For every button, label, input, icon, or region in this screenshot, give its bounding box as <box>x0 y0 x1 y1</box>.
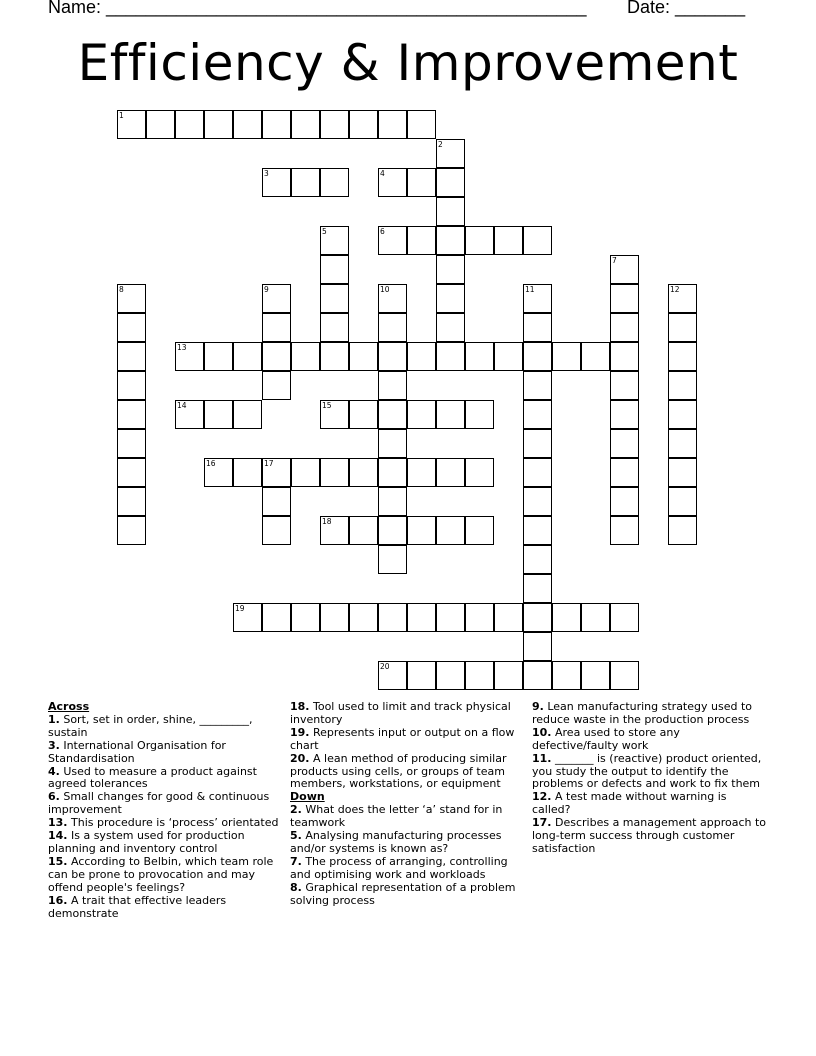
grid-cell[interactable] <box>494 226 523 255</box>
grid-cell[interactable] <box>523 574 552 603</box>
grid-cell[interactable] <box>668 487 697 516</box>
clue-item-number: 20. <box>290 751 310 765</box>
clue-item-number: 16. <box>48 893 68 907</box>
clue-number: 2 <box>438 140 443 149</box>
grid-cell[interactable] <box>378 110 407 139</box>
grid-cell[interactable] <box>523 603 552 632</box>
grid-cell[interactable] <box>175 110 204 139</box>
clue-item <box>532 727 768 753</box>
grid-cell[interactable] <box>378 458 407 487</box>
clue-item-number: 8. <box>290 880 302 894</box>
grid-cell[interactable] <box>378 545 407 574</box>
grid-cell[interactable] <box>291 168 320 197</box>
grid-cell[interactable] <box>262 313 291 342</box>
grid-cell[interactable] <box>436 458 465 487</box>
grid-cell[interactable] <box>668 516 697 545</box>
grid-cell[interactable] <box>378 371 407 400</box>
grid-cell[interactable] <box>552 603 581 632</box>
clue-item-text: Tool used to limit and track physical inventory <box>290 700 511 726</box>
clue-item-number: 13. <box>48 816 68 830</box>
grid-cell[interactable] <box>320 168 349 197</box>
grid-cell[interactable] <box>349 400 378 429</box>
grid-cell[interactable] <box>523 632 552 661</box>
clue-item <box>48 830 284 856</box>
clue-item-number: 4. <box>48 764 60 778</box>
grid-cell[interactable] <box>436 603 465 632</box>
grid-cell[interactable] <box>291 342 320 371</box>
grid-cell[interactable] <box>378 400 407 429</box>
clue-item-text: _______ is (reactive) product oriented, you study the output to identify the problems or defects and work to fix them <box>532 751 762 791</box>
grid-cell[interactable] <box>349 458 378 487</box>
grid-cell[interactable] <box>233 110 262 139</box>
grid-cell[interactable] <box>436 661 465 690</box>
grid-cell[interactable] <box>349 342 378 371</box>
clue-item-text: Is a system used for production planning and inventory control <box>48 829 245 855</box>
grid-cell[interactable] <box>262 603 291 632</box>
clue-item <box>532 753 768 792</box>
grid-cell[interactable] <box>262 110 291 139</box>
grid-cell[interactable] <box>291 603 320 632</box>
clue-item-number: 1. <box>48 712 60 726</box>
grid-cell[interactable] <box>610 400 639 429</box>
grid-cell[interactable] <box>378 284 407 313</box>
clue-item-number: 6. <box>48 790 60 804</box>
clue-item <box>290 856 526 882</box>
clue-item-number: 2. <box>290 803 302 817</box>
grid-cell[interactable] <box>378 168 407 197</box>
clue-item-text: Sort, set in order, shine, _________, sustain <box>48 712 253 739</box>
grid-cell[interactable] <box>436 313 465 342</box>
clue-column-1 <box>48 701 284 920</box>
clue-item-number: 9. <box>532 700 544 713</box>
grid-cell[interactable] <box>610 603 639 632</box>
grid-cell[interactable] <box>407 458 436 487</box>
grid-cell[interactable] <box>436 139 465 168</box>
grid-cell[interactable] <box>320 110 349 139</box>
clue-item <box>290 701 526 727</box>
grid-cell[interactable] <box>523 313 552 342</box>
grid-cell[interactable] <box>610 284 639 313</box>
clue-number: 5 <box>322 227 327 236</box>
grid-cell[interactable] <box>552 342 581 371</box>
grid-cell[interactable] <box>378 313 407 342</box>
grid-cell[interactable] <box>610 255 639 284</box>
grid-cell[interactable] <box>436 516 465 545</box>
grid-cell[interactable] <box>494 661 523 690</box>
grid-cell[interactable] <box>117 284 146 313</box>
grid-cell[interactable] <box>320 313 349 342</box>
grid-cell[interactable] <box>291 110 320 139</box>
grid-cell[interactable] <box>436 284 465 313</box>
grid-cell[interactable] <box>523 342 552 371</box>
grid-cell[interactable] <box>552 661 581 690</box>
grid-cell[interactable] <box>668 371 697 400</box>
clue-item <box>48 714 284 740</box>
grid-cell[interactable] <box>320 516 349 545</box>
grid-cell[interactable] <box>581 342 610 371</box>
clue-number: 9 <box>264 285 269 294</box>
grid-cell[interactable] <box>291 458 320 487</box>
grid-cell[interactable] <box>610 458 639 487</box>
grid-cell[interactable] <box>117 371 146 400</box>
grid-cell[interactable] <box>320 603 349 632</box>
grid-cell[interactable] <box>204 400 233 429</box>
grid-cell[interactable] <box>262 284 291 313</box>
grid-cell[interactable] <box>233 458 262 487</box>
grid-cell[interactable] <box>378 516 407 545</box>
grid-cell[interactable] <box>494 603 523 632</box>
grid-cell[interactable] <box>407 661 436 690</box>
clue-number: 14 <box>177 401 187 410</box>
grid-cell[interactable] <box>146 110 175 139</box>
grid-cell[interactable] <box>465 661 494 690</box>
grid-cell[interactable] <box>407 168 436 197</box>
clue-item-text: This procedure is ‘process’ orientated <box>67 816 279 830</box>
grid-cell[interactable] <box>262 487 291 516</box>
grid-cell[interactable] <box>407 400 436 429</box>
grid-cell[interactable] <box>407 342 436 371</box>
grid-cell[interactable] <box>378 661 407 690</box>
grid-cell[interactable] <box>320 255 349 284</box>
grid-cell[interactable] <box>233 342 262 371</box>
clue-number: 4 <box>380 169 385 178</box>
grid-cell[interactable] <box>117 110 146 139</box>
grid-cell[interactable] <box>117 313 146 342</box>
grid-cell[interactable] <box>204 458 233 487</box>
grid-cell[interactable] <box>407 603 436 632</box>
clue-item-text: Used to measure a product against agreed tolerances <box>48 764 257 791</box>
grid-cell[interactable] <box>668 284 697 313</box>
clue-item-number: 10. <box>532 725 552 739</box>
across-clues-list <box>48 714 284 921</box>
clue-number: 13 <box>177 343 187 352</box>
grid-cell[interactable] <box>117 429 146 458</box>
grid-cell[interactable] <box>523 429 552 458</box>
clue-item-text: Represents input or output on a flow chart <box>290 725 515 752</box>
grid-cell[interactable] <box>465 400 494 429</box>
clue-item-number: 14. <box>48 829 68 843</box>
grid-cell[interactable] <box>262 458 291 487</box>
name-field[interactable]: Name: ________________________________________________ <box>48 0 587 17</box>
grid-cell[interactable] <box>204 110 233 139</box>
grid-cell[interactable] <box>668 400 697 429</box>
clue-item <box>290 753 526 792</box>
clue-number: 20 <box>380 662 390 671</box>
grid-cell[interactable] <box>523 458 552 487</box>
grid-cell[interactable] <box>378 487 407 516</box>
grid-cell[interactable] <box>668 313 697 342</box>
clue-number: 3 <box>264 169 269 178</box>
clue-number: 12 <box>670 285 680 294</box>
clue-item-number: 5. <box>290 829 302 843</box>
grid-cell[interactable] <box>262 516 291 545</box>
grid-cell[interactable] <box>465 516 494 545</box>
clue-number: 10 <box>380 285 390 294</box>
clue-number: 15 <box>322 401 332 410</box>
grid-cell[interactable] <box>320 400 349 429</box>
grid-cell[interactable] <box>262 168 291 197</box>
grid-cell[interactable] <box>610 371 639 400</box>
grid-cell[interactable] <box>610 429 639 458</box>
grid-cell[interactable] <box>436 168 465 197</box>
clue-item-text: What does the letter ‘a’ stand for in teamwork <box>290 803 503 830</box>
clue-number: 19 <box>235 604 245 613</box>
grid-cell[interactable] <box>523 516 552 545</box>
grid-cell[interactable] <box>610 313 639 342</box>
clue-item <box>532 701 768 727</box>
grid-cell[interactable] <box>320 284 349 313</box>
clue-item-text: Small changes for good & continuous improvement <box>48 790 270 817</box>
grid-cell[interactable] <box>465 342 494 371</box>
grid-cell[interactable] <box>349 516 378 545</box>
grid-cell[interactable] <box>378 342 407 371</box>
clue-item-number: 7. <box>290 854 302 868</box>
clue-column-2 <box>290 701 526 908</box>
grid-cell[interactable] <box>523 545 552 574</box>
clue-number: 8 <box>119 285 124 294</box>
clue-item <box>290 830 526 856</box>
grid-cell[interactable] <box>494 342 523 371</box>
clue-item-number: 19. <box>290 725 310 739</box>
grid-cell[interactable] <box>349 110 378 139</box>
down-clues-list-continued <box>532 701 768 856</box>
grid-cell[interactable] <box>436 226 465 255</box>
clue-item-text: A trait that effective leaders demonstrate <box>48 893 227 920</box>
grid-cell[interactable] <box>668 342 697 371</box>
clue-item-text: Graphical representation of a problem solving process <box>290 880 516 907</box>
grid-cell[interactable] <box>465 603 494 632</box>
grid-cell[interactable] <box>523 226 552 255</box>
grid-cell[interactable] <box>262 342 291 371</box>
grid-cell[interactable] <box>407 110 436 139</box>
down-heading: Down <box>290 790 325 804</box>
clue-item-text: Area used to store any defective/faulty work <box>532 725 680 752</box>
clue-item-number: 11. <box>532 751 552 765</box>
grid-cell[interactable] <box>117 342 146 371</box>
clue-item-number: 3. <box>48 738 60 752</box>
grid-cell[interactable] <box>581 603 610 632</box>
clue-number: 18 <box>322 517 332 526</box>
grid-cell[interactable] <box>436 255 465 284</box>
clue-item-text: International Organisation for Standardisation <box>48 738 226 765</box>
grid-cell[interactable] <box>320 226 349 255</box>
clue-item <box>290 727 526 753</box>
grid-cell[interactable] <box>378 429 407 458</box>
grid-cell[interactable] <box>204 342 233 371</box>
clue-item-text: Analysing manufacturing processes and/or systems is known as? <box>290 829 502 855</box>
clue-item-text: The process of arranging, controlling and optimising work and workloads <box>290 854 508 881</box>
clue-number: 6 <box>380 227 385 236</box>
clue-item <box>290 804 526 830</box>
clue-item-number: 18. <box>290 700 310 713</box>
clue-item-text: A lean method of producing similar products using cells, or groups of team members, workstations, or equipment <box>290 751 507 791</box>
down-clues-list <box>290 804 526 907</box>
grid-cell[interactable] <box>610 487 639 516</box>
clue-item <box>290 882 526 908</box>
grid-cell[interactable] <box>436 400 465 429</box>
across-heading: Across <box>48 700 90 713</box>
grid-cell[interactable] <box>610 516 639 545</box>
clue-number: 17 <box>264 459 274 468</box>
date-field[interactable]: Date: _______ <box>627 0 746 17</box>
clue-item-number: 15. <box>48 854 68 868</box>
grid-cell[interactable] <box>465 226 494 255</box>
clue-item-text: According to Belbin, which team role can be prone to provocation and may offend people's feelings? <box>48 854 274 894</box>
grid-cell[interactable] <box>523 487 552 516</box>
grid-cell[interactable] <box>610 661 639 690</box>
clue-item <box>48 766 284 792</box>
clue-item <box>48 791 284 817</box>
page-title: Efficiency & Improvement <box>77 34 739 92</box>
clue-item-text: Describes a management approach to long-term success through customer satisfaction <box>532 816 767 855</box>
grid-cell[interactable] <box>378 226 407 255</box>
clue-column-3 <box>532 701 768 856</box>
across-clues-list-continued <box>290 701 526 791</box>
clue-item <box>532 791 768 817</box>
grid-cell[interactable] <box>465 458 494 487</box>
clue-item-text: A test made without warning is called? <box>532 790 727 817</box>
grid-cell[interactable] <box>233 603 262 632</box>
grid-cell[interactable] <box>581 661 610 690</box>
grid-cell[interactable] <box>378 603 407 632</box>
grid-cell[interactable] <box>610 342 639 371</box>
clue-number: 11 <box>525 285 535 294</box>
grid-cell[interactable] <box>523 400 552 429</box>
grid-cell[interactable] <box>117 400 146 429</box>
grid-cell[interactable] <box>175 400 204 429</box>
grid-cell[interactable] <box>523 371 552 400</box>
grid-cell[interactable] <box>117 487 146 516</box>
grid-cell[interactable] <box>233 400 262 429</box>
grid-cell[interactable] <box>668 458 697 487</box>
clue-item-number: 12. <box>532 790 552 804</box>
grid-cell[interactable] <box>436 197 465 226</box>
clue-number: 16 <box>206 459 216 468</box>
grid-cell[interactable] <box>523 661 552 690</box>
grid-cell[interactable] <box>668 429 697 458</box>
grid-cell[interactable] <box>407 226 436 255</box>
grid-cell[interactable] <box>117 458 146 487</box>
grid-cell[interactable] <box>523 284 552 313</box>
clue-item <box>532 817 768 856</box>
clue-item-text: Lean manufacturing strategy used to reduce waste in the production process <box>532 700 752 726</box>
clue-number: 1 <box>119 111 124 120</box>
grid-cell[interactable] <box>262 371 291 400</box>
clue-item <box>48 740 284 766</box>
clue-item <box>48 856 284 895</box>
grid-cell[interactable] <box>117 516 146 545</box>
clue-number: 7 <box>612 256 617 265</box>
grid-cell[interactable] <box>175 342 204 371</box>
grid-cell[interactable] <box>407 516 436 545</box>
grid-cell[interactable] <box>320 458 349 487</box>
grid-cell[interactable] <box>320 342 349 371</box>
clue-item-number: 17. <box>532 816 552 830</box>
clue-item <box>48 895 284 921</box>
grid-cell[interactable] <box>436 342 465 371</box>
grid-cell[interactable] <box>349 603 378 632</box>
